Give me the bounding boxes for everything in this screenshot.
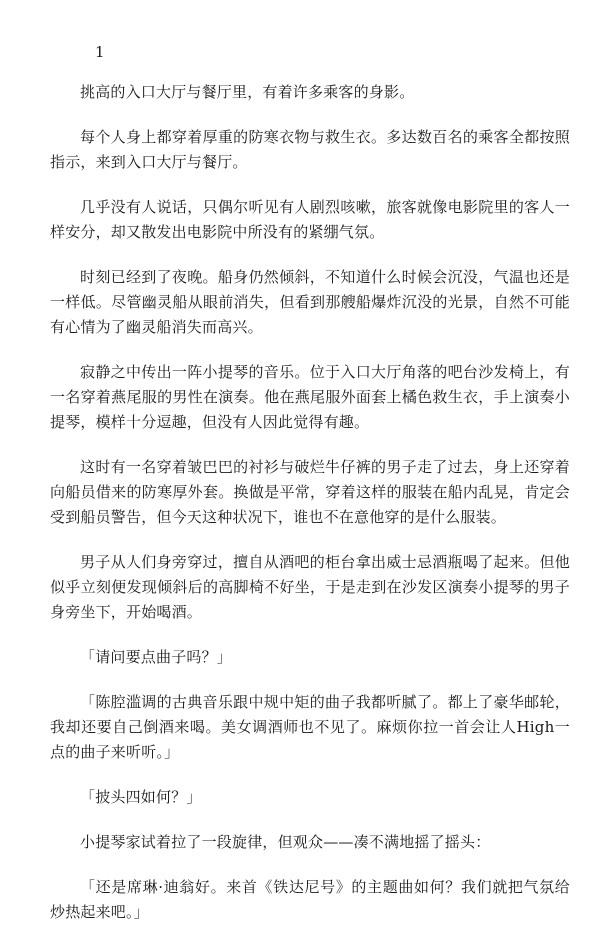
paragraph: 几乎没有人说话，只偶尔听见有人剧烈咳嗽，旅客就像电影院里的客人一样安分，却又散发出电影院中所没有的紧绷气氛。 bbox=[50, 198, 570, 241]
dialogue-line: 「还是席琳·迪翁好。来首《铁达尼号》的主题曲如何？我们就把气氛给炒热起来吧。」 bbox=[50, 878, 570, 921]
paragraph: 小提琴家试着拉了一段旋律，但观众——凑不满地摇了摇头： bbox=[80, 833, 491, 851]
dialogue-line: 「请问要点曲子吗？」 bbox=[80, 648, 233, 666]
dialogue-line: 「陈腔滥调的古典音乐跟中规中矩的曲子我都听腻了。都上了豪华邮轮，我却还要自己倒酒来喝。美女调酒师也不见了。麻烦你拉一首会让人High一点的曲子来听听。」 bbox=[50, 693, 570, 761]
paragraph: 每个人身上都穿着厚重的防寒衣物与救生衣。多达数百名的乘客全都按照指示，来到入口大厅与餐厅。 bbox=[50, 128, 570, 171]
dialogue-line: 「披头四如何？」 bbox=[80, 788, 202, 806]
chapter-number: 1 bbox=[95, 43, 105, 61]
paragraph: 这时有一名穿着皱巴巴的衬衫与破烂牛仔裤的男子走了过去，身上还穿着向船员借来的防寒厚外套。换做是平常，穿着这样的服装在船内乱晃，肯定会受到船员警告，但今天这种状况下，谁也不在意他穿的是什么服装。 bbox=[50, 458, 570, 526]
paragraph: 挑高的入口大厅与餐厅里，有着许多乘客的身影。 bbox=[80, 83, 415, 101]
paragraph: 时刻已经到了夜晚。船身仍然倾斜，不知道什么时候会沉没，气温也还是一样低。尽管幽灵船从眼前消失，但看到那艘船爆炸沉没的光景，自然不可能有心情为了幽灵船消失而高兴。 bbox=[50, 268, 570, 336]
paragraph: 男子从人们身旁穿过，擅自从酒吧的柜台拿出威士忌酒瓶喝了起来。但他似乎立刻便发现倾斜后的高脚椅不好坐，于是走到在沙发区演奏小提琴的男子身旁坐下，开始喝酒。 bbox=[50, 553, 570, 621]
paragraph: 寂静之中传出一阵小提琴的音乐。位于入口大厅角落的吧台沙发椅上，有一名穿着燕尾服的男性在演奏。他在燕尾服外面套上橘色救生衣，手上演奏小提琴，模样十分逗趣，但没有人因此觉得有趣。 bbox=[50, 363, 570, 431]
body-text bbox=[50, 80, 570, 945]
